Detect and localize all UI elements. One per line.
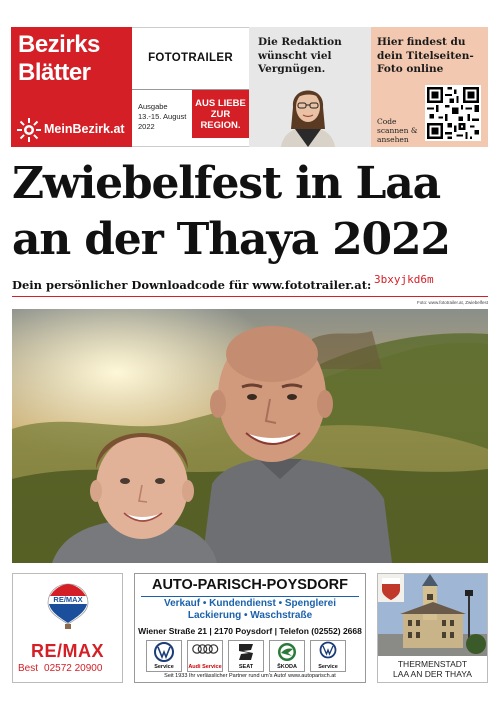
skoda-tile bbox=[269, 640, 305, 672]
logo-line-2: Blätter bbox=[18, 59, 91, 86]
seat-tile bbox=[228, 640, 264, 672]
auto-parisch-ad[interactable] bbox=[134, 573, 366, 683]
issue-label: Ausgabe bbox=[138, 102, 168, 111]
meinbezirk-sun-icon bbox=[17, 118, 41, 142]
remax-phone-number: 02572 20900 bbox=[44, 663, 103, 674]
region-badge: AUS LIEBE ZUR REGION. bbox=[192, 90, 249, 138]
divider bbox=[12, 296, 488, 297]
remax-phone bbox=[18, 663, 102, 674]
brand-label: Service bbox=[154, 664, 174, 670]
brand-label: Audi Service bbox=[188, 664, 222, 670]
parisch-footer: Seit 1933 Ihr verlässlicher Partner rund um's Auto! www.autoparisch.at bbox=[164, 673, 336, 679]
issue-date: 13.-15. August 2022 bbox=[138, 112, 187, 131]
vw-nutzfahrzeuge-icon bbox=[311, 641, 345, 663]
meinbezirk-label: MeinBezirk.at bbox=[44, 122, 125, 136]
page-headline: Zwiebelfest in Laa an der Thaya 2022 bbox=[12, 158, 450, 265]
parisch-address: Wiener Straße 21 | 2170 Poysdorf | Telefon (02552) 2668 bbox=[138, 626, 362, 636]
audi-service-tile bbox=[187, 640, 223, 672]
parisch-services: Lackierung • Waschstraße bbox=[187, 610, 313, 621]
brand-label: Service bbox=[318, 664, 338, 670]
main-cover-photo bbox=[12, 309, 488, 563]
remax-balloon-icon bbox=[47, 582, 89, 632]
laa-caption-line-1: THERMENSTADT bbox=[397, 659, 468, 669]
laa-caption bbox=[378, 659, 487, 679]
redaktion-box bbox=[249, 27, 371, 147]
remax-brand: RE/MAX bbox=[30, 641, 104, 661]
logo-line-1: Bezirks bbox=[18, 31, 100, 58]
brand-label: SEAT bbox=[238, 664, 254, 670]
photo-credit: Foto: www.fototrailer.at, Zwiebelfest bbox=[416, 300, 488, 305]
seat-icon bbox=[229, 641, 263, 663]
vw-icon bbox=[147, 641, 181, 663]
audi-icon bbox=[188, 641, 222, 661]
parisch-services: Verkauf • Kundendienst • Spenglerei bbox=[163, 598, 337, 609]
editor-portrait-image bbox=[273, 77, 343, 147]
bezirksblaetter-logo[interactable] bbox=[11, 27, 132, 147]
download-code-label: Dein persönlicher Downloadcode für www.fototrailer.at: bbox=[12, 278, 372, 292]
redaktion-greeting: Die Redaktion wünscht viel Vergnügen. bbox=[258, 36, 342, 75]
parisch-title: AUTO-PARISCH-POYSDORF bbox=[151, 577, 349, 593]
header-band bbox=[11, 27, 488, 147]
vw-service-tile bbox=[146, 640, 182, 672]
remax-ad[interactable] bbox=[12, 573, 123, 683]
divider bbox=[141, 596, 359, 597]
laa-town-hall-image bbox=[378, 574, 487, 656]
remax-tagline: Best bbox=[18, 663, 39, 674]
qr-code-icon[interactable] bbox=[425, 85, 481, 141]
skoda-icon bbox=[270, 641, 304, 663]
section-title: FOTOTRAILER bbox=[148, 52, 233, 64]
svg-text:RE/MAX: RE/MAX bbox=[53, 595, 83, 604]
scan-instruction: Code scannen & ansehen bbox=[377, 117, 418, 144]
brand-label: ŠKODA bbox=[277, 664, 297, 670]
laa-thaya-ad[interactable] bbox=[377, 573, 488, 683]
download-code-value[interactable]: 3bxyjkd6m bbox=[374, 273, 434, 286]
laa-caption-line-2: LAA AN DER THAYA bbox=[393, 669, 472, 679]
fototrailer-box bbox=[132, 27, 249, 147]
vw-nutzfahrzeuge-tile bbox=[310, 640, 346, 672]
qr-box bbox=[371, 27, 488, 147]
qr-instruction: Hier findest du dein Titelseiten-Foto online bbox=[377, 36, 474, 75]
